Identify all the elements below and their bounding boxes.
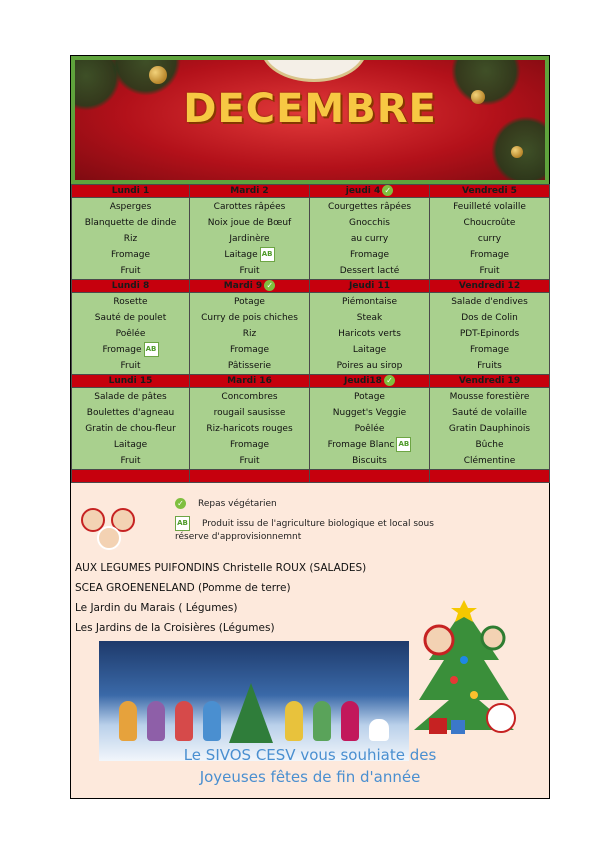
dish-item: Fromage Blanc AB bbox=[310, 437, 429, 453]
vegetarian-leaf-icon: ✓ bbox=[264, 280, 275, 291]
day-header: Lundi 15 bbox=[72, 375, 190, 388]
dish-item: Poires au sirop bbox=[336, 361, 403, 371]
day-menu-cell bbox=[310, 198, 430, 280]
day-menu-cell bbox=[190, 198, 310, 280]
vegetarian-leaf-icon: ✓ bbox=[382, 185, 393, 196]
dish-item: Sauté de volaille bbox=[452, 408, 527, 418]
dish-item: Choucroûte bbox=[463, 218, 516, 228]
day-menu-cell bbox=[190, 388, 310, 470]
dish-item: Salade de pâtes bbox=[94, 392, 167, 402]
dish-item: Carottes râpées bbox=[213, 202, 286, 212]
empty-separator-cell bbox=[430, 470, 550, 483]
ab-organic-icon: AB bbox=[144, 342, 159, 357]
dish-item: Riz bbox=[242, 329, 257, 339]
dish-item: Riz-haricots rouges bbox=[206, 424, 293, 434]
day-header: Vendredi 5 bbox=[430, 185, 550, 198]
dish-item: Mousse forestière bbox=[449, 392, 530, 402]
weekly-menu-table bbox=[71, 184, 550, 483]
legend-organic: AB Produit issu de l'agriculture biologique et local sous réserve d'approvisionnemnt bbox=[175, 516, 435, 543]
dish-item: Potage bbox=[234, 297, 265, 307]
dish-item: Bûche bbox=[475, 440, 504, 450]
day-menu-cell bbox=[190, 293, 310, 375]
dish-item: Haricots verts bbox=[338, 329, 401, 339]
dish-item: Boulettes d'agneau bbox=[86, 408, 175, 418]
dish-item: Fromage bbox=[469, 250, 510, 260]
ab-organic-icon: AB bbox=[260, 247, 275, 262]
dish-item: Poêlée bbox=[115, 329, 146, 339]
day-header: Vendredi 12 bbox=[430, 280, 550, 293]
day-menu-cell bbox=[72, 293, 190, 375]
dish-item: Biscuits bbox=[352, 456, 387, 466]
dish-item: Fruit bbox=[120, 456, 141, 466]
dish-item: Steak bbox=[356, 313, 383, 323]
dish-item: Feuilleté volaille bbox=[453, 202, 526, 212]
dish-item: au curry bbox=[350, 234, 389, 244]
dish-item: Blanquette de dinde bbox=[84, 218, 177, 228]
holiday-greeting: Le SIVOS CESV vous souhiate des Joyeuses fêtes de fin d'année bbox=[183, 746, 437, 786]
day-menu-cell bbox=[310, 388, 430, 470]
dish-item: Riz bbox=[123, 234, 138, 244]
dish-item: Piémontaise bbox=[341, 297, 397, 307]
day-header: Mardi 2 bbox=[190, 185, 310, 198]
dish-item: Courgettes râpées bbox=[327, 202, 412, 212]
dish-item: curry bbox=[477, 234, 502, 244]
month-banner bbox=[71, 56, 549, 184]
dish-item: Nugget's Veggie bbox=[332, 408, 407, 418]
day-menu-cell bbox=[310, 293, 430, 375]
dish-item: Sauté de poulet bbox=[94, 313, 167, 323]
vegetarian-leaf-icon: ✓ bbox=[384, 375, 395, 386]
supplier-item: Les Jardins de la Croisières (Légumes) bbox=[75, 622, 275, 634]
supplier-item: Le Jardin du Marais ( Légumes) bbox=[75, 602, 238, 614]
dish-item: Dessert lacté bbox=[339, 266, 400, 276]
day-menu-cell bbox=[430, 293, 550, 375]
dish-item: Laitage bbox=[352, 345, 387, 355]
vegetarian-leaf-icon: ✓ bbox=[175, 498, 186, 509]
day-menu-cell bbox=[430, 388, 550, 470]
day-header: Jeudi18 ✓ bbox=[310, 375, 430, 388]
dish-item: Potage bbox=[354, 392, 385, 402]
dish-item: Fruit bbox=[239, 456, 260, 466]
day-header: Jeudi 11 bbox=[310, 280, 430, 293]
dish-item: Gratin Dauphinois bbox=[448, 424, 531, 434]
legend-vegetarian: ✓ Repas végétarien bbox=[175, 498, 277, 509]
dish-item: Pâtisserie bbox=[227, 361, 272, 371]
dish-item: Fromage bbox=[229, 440, 270, 450]
dish-item: Fruits bbox=[477, 361, 502, 371]
day-header: Vendredi 19 bbox=[430, 375, 550, 388]
ab-organic-icon: AB bbox=[175, 516, 190, 531]
christmas-characters-illustration bbox=[77, 504, 139, 550]
day-menu-cell bbox=[72, 388, 190, 470]
dish-item: Fruit bbox=[120, 361, 141, 371]
dish-item: Fromage bbox=[349, 250, 390, 260]
dish-item: Salade d'endives bbox=[451, 297, 528, 307]
peanuts-christmas-illustration bbox=[99, 641, 409, 761]
dish-item: Clémentine bbox=[463, 456, 516, 466]
empty-separator-cell bbox=[190, 470, 310, 483]
dish-item: rougail sausisse bbox=[213, 408, 286, 418]
day-header: Lundi 8 bbox=[72, 280, 190, 293]
ab-organic-icon: AB bbox=[396, 437, 411, 452]
dish-item: Fromage bbox=[110, 250, 151, 260]
dish-item: Fruit bbox=[120, 266, 141, 276]
dish-item: Gratin de chou-fleur bbox=[85, 424, 176, 434]
month-title: DECEMBRE bbox=[183, 86, 437, 132]
dish-item: Gnocchis bbox=[349, 218, 390, 228]
dish-item: Concombres bbox=[221, 392, 278, 402]
dish-item: Poêlée bbox=[354, 424, 385, 434]
dish-item: Laitage AB bbox=[190, 247, 309, 263]
dish-item: Asperges bbox=[109, 202, 152, 212]
dish-item: Fromage bbox=[229, 345, 270, 355]
dish-item: PDT-Epinords bbox=[459, 329, 520, 339]
day-menu-cell bbox=[430, 198, 550, 280]
empty-separator-cell bbox=[72, 470, 190, 483]
day-header: Lundi 1 bbox=[72, 185, 190, 198]
dish-item: Jardinère bbox=[229, 234, 270, 244]
suppliers-list bbox=[75, 558, 366, 638]
menu-sheet bbox=[70, 55, 550, 799]
dish-item: Rosette bbox=[113, 297, 148, 307]
dish-item: Dos de Colin bbox=[461, 313, 518, 323]
dish-item: Noix joue de Bœuf bbox=[207, 218, 292, 228]
dish-item: Curry de pois chiches bbox=[201, 313, 298, 323]
day-header: Mardi 9 ✓ bbox=[190, 280, 310, 293]
day-header: Mardi 16 bbox=[190, 375, 310, 388]
dish-item: Fruit bbox=[239, 266, 260, 276]
empty-separator-cell bbox=[310, 470, 430, 483]
dish-item: Fromage AB bbox=[72, 342, 189, 358]
dish-item: Fromage bbox=[469, 345, 510, 355]
day-menu-cell bbox=[72, 198, 190, 280]
christmas-tree-illustration bbox=[409, 600, 519, 740]
supplier-item: AUX LEGUMES PUIFONDINS Christelle ROUX (SALADES) bbox=[75, 562, 367, 574]
dish-item: Laitage bbox=[113, 440, 148, 450]
dish-item: Fruit bbox=[479, 266, 500, 276]
day-header: jeudi 4 ✓ bbox=[310, 185, 430, 198]
supplier-item: SCEA GROENENELAND (Pomme de terre) bbox=[75, 582, 291, 594]
